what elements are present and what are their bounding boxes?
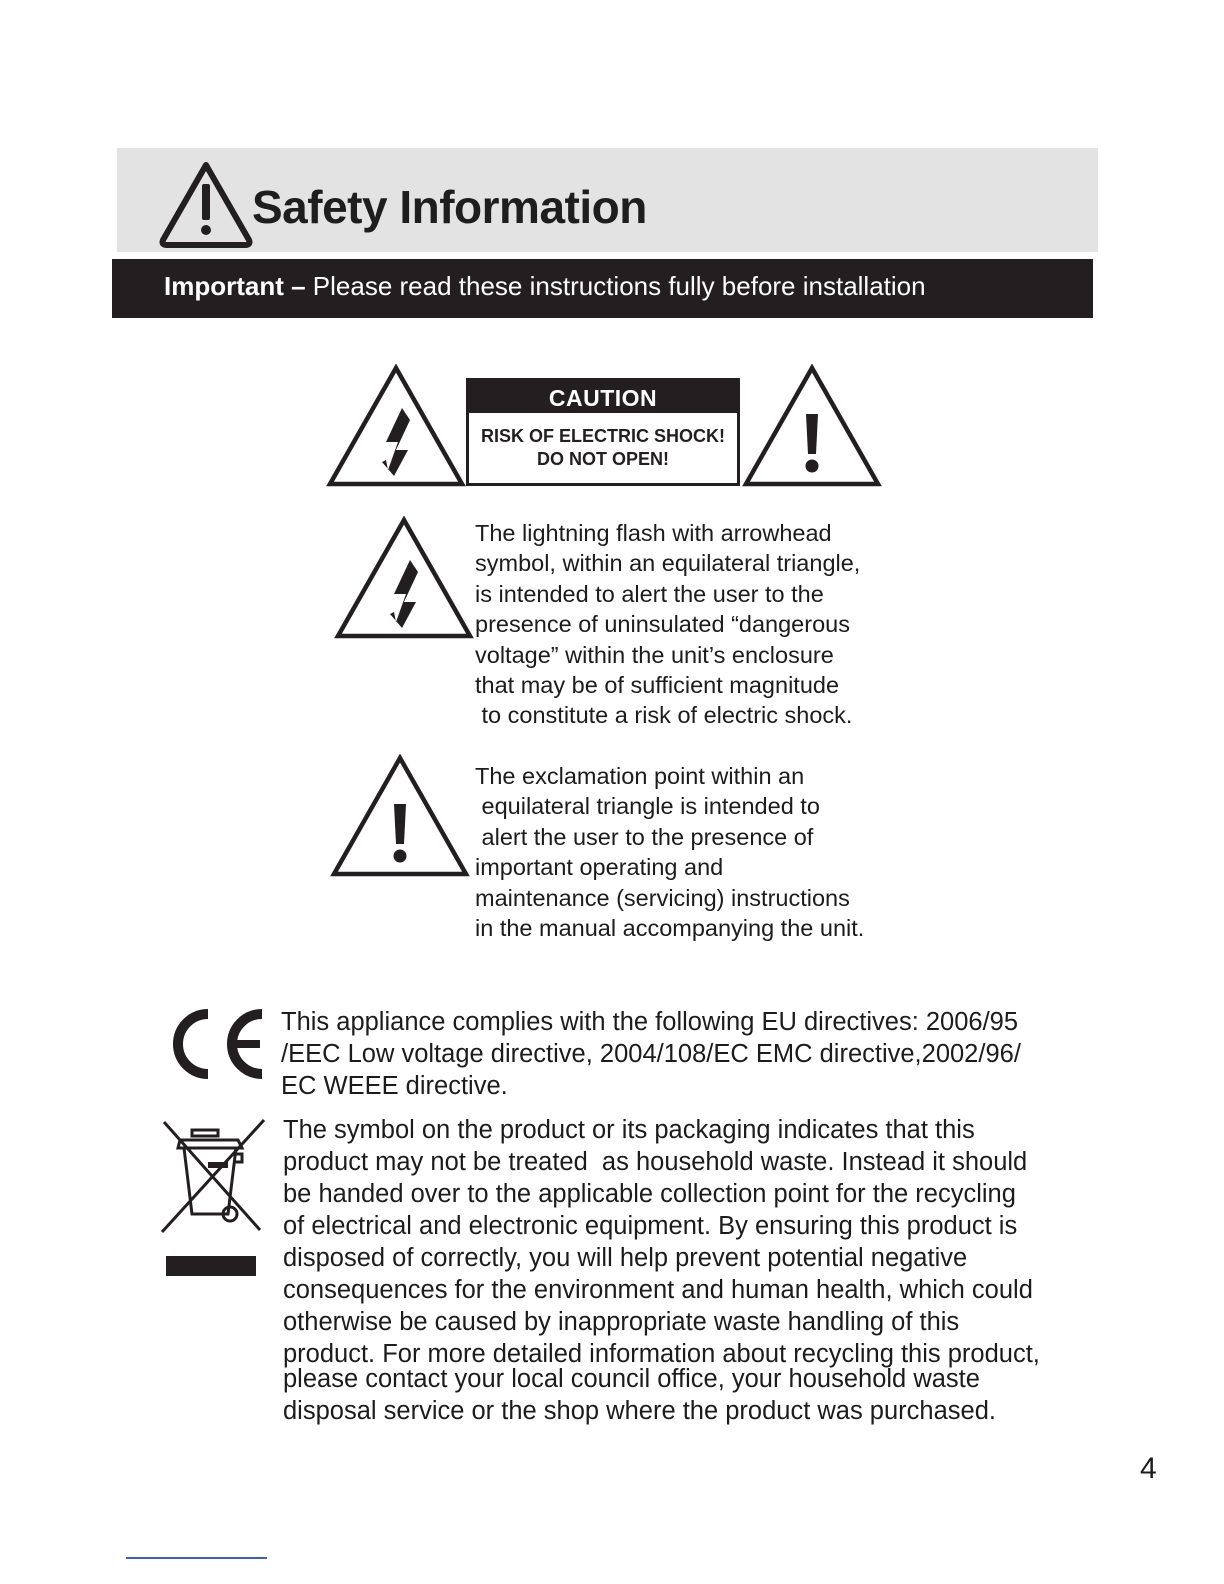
page-number: 4 [1140,1452,1157,1485]
important-banner [112,259,1093,318]
caution-header: CAUTION [469,381,737,413]
link-underline[interactable] [126,1557,267,1559]
text-line: /EEC Low voltage directive, 2004/108/EC EMC directive,2002/96/ [281,1040,1021,1068]
ce-compliance-text [281,1006,1021,1102]
exclamation-triangle-icon [742,364,882,488]
text-line: of electrical and electronic equipment. By ensuring this product is [283,1212,1018,1240]
text-line: product may not be treated as household waste. Instead it should [283,1148,1028,1176]
weee-disposal-text [283,1114,1040,1427]
text-line: be handed over to the applicable collection point for the recycling [283,1180,1016,1208]
text-line: product. For more detailed information about recycling this product, [283,1340,1040,1368]
text-line: The exclamation point within an [475,763,805,789]
caution-line-2: DO NOT OPEN! [536,449,669,469]
page-title: Safety Information [252,181,647,233]
important-message: Please read these instructions fully before installation [305,271,926,301]
electric-shock-triangle-icon [326,364,466,488]
text-line: presence of uninsulated “dangerous [475,611,850,638]
exclamation-description [475,761,864,943]
text-line: otherwise be caused by inappropriate waste handling of this [283,1308,960,1336]
warning-triangle-icon [158,160,254,248]
caution-label [466,378,740,486]
text-line: that may be of sufficient magnitude [475,672,840,699]
exclamation-triangle-icon [330,754,470,878]
ce-mark-icon [170,1008,266,1080]
text-line: The symbol on the product or its packaging indicates that this [283,1116,975,1144]
text-line: EC WEEE directive. [281,1072,508,1100]
text-line: disposal service or the shop where the product was purchased. [283,1397,996,1425]
text-line: consequences for the environment and human health, which could [283,1276,1033,1304]
lightning-description [475,518,860,731]
text-line: This appliance complies with the following EU directives: 2006/95 [281,1008,1019,1036]
caution-body [469,413,737,471]
important-label: Important – [164,271,306,301]
text-line: in the manual accompanying the unit. [475,915,865,942]
text-line: important operating and [475,854,724,881]
text-line: symbol, within an equilateral triangle, [475,550,861,577]
electric-shock-triangle-icon [334,516,474,640]
text-line: The lightning flash with arrowhead [475,520,832,546]
text-line: alert the user to the presence of [475,823,814,850]
text-line: disposed of correctly, you will help prevent potential negative [283,1244,968,1272]
text-line: maintenance (servicing) instructions [475,884,850,911]
caution-line-1: RISK OF ELECTRIC SHOCK! [480,426,725,446]
text-line: equilateral triangle is intended to [475,793,820,820]
text-line: to constitute a risk of electric shock. [475,702,853,729]
important-notice [164,271,926,302]
text-line: voltage” within the unit’s enclosure [475,641,834,668]
text-line: please contact your local council office, your household waste [283,1365,980,1393]
crossed-out-wheelie-bin-icon [158,1118,268,1280]
text-line: is intended to alert the user to the [475,580,824,607]
